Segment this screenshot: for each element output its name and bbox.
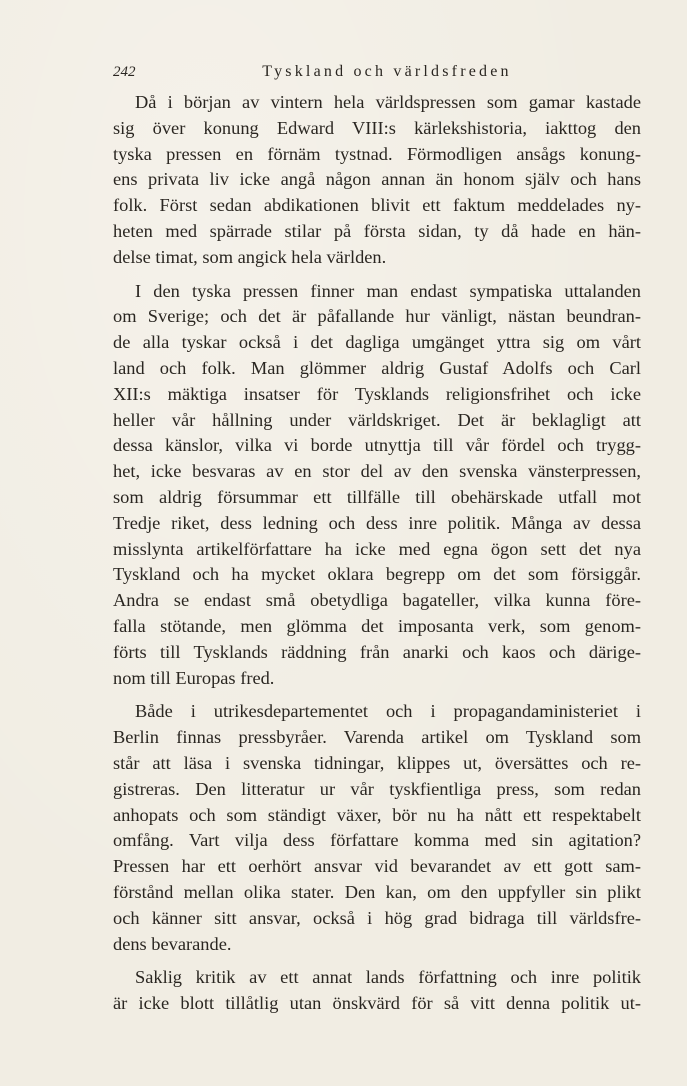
text-line: dessa känslor, vilka vi borde utnyttja till vår fördel och trygg- [113, 435, 641, 456]
text-line: förstånd mellan olika stater. Den kan, om den uppfyller sin plikt [113, 881, 641, 902]
paragraph [113, 279, 641, 692]
text-line: XII:s mäktiga insatser för Tysklands religionsfrihet och icke [113, 383, 641, 404]
text-line: het, icke besvaras av en stor del av den svenska vänsterpressen, [113, 461, 641, 482]
text-line: ens privata liv icke angå någon annan än honom själv och hans [113, 169, 641, 190]
text-line: Tyskland och ha mycket oklara begrepp om det som försiggår. [113, 564, 641, 585]
paragraph [113, 699, 641, 957]
text-line: sig över konung Edward VIII:s kärlekshistoria, iakttog den [113, 117, 641, 138]
text-line: är icke blott tillåtlig utan önskvärd för så vitt denna politik ut- [113, 993, 641, 1014]
text-line: nom till Europas fred. [113, 667, 275, 688]
text-line: gistreras. Den litteratur ur vår tyskfientliga press, som redan [113, 778, 641, 799]
text-line: misslynta artikelförfattare ha icke med egna ögon sett det nya [113, 538, 641, 559]
text-line: de alla tyskar också i det dagliga umgänget yttra sig om vårt [113, 332, 641, 353]
text-line: Saklig kritik av ett annat lands författning och inre politik [135, 967, 641, 988]
text-line: heten med spärrade stilar på första sidan, ty då hade en hän- [113, 220, 641, 241]
text-line: tyska pressen en förnäm tystnad. Förmodligen ansågs konung- [113, 143, 641, 164]
text-line: står att läsa i svenska tidningar, klippes ut, översättes och re- [113, 752, 641, 773]
running-head [113, 60, 641, 84]
running-title: Tyskland och världsfreden [262, 63, 512, 80]
text-line: som aldrig försummar ett tillfälle till obehärskade utfall mot [113, 486, 641, 507]
text-line: Då i början av vintern hela världspressen som gamar kastade [135, 92, 641, 112]
text-line: Både i utrikesdepartementet och i propagandaministeriet i [135, 701, 641, 722]
text-line: folk. Först sedan abdikationen blivit ett faktum meddelades ny- [113, 195, 641, 216]
text-line: och känner sitt ansvar, också i hög grad bidraga till världsfre- [113, 907, 641, 928]
text-line: förts till Tysklands räddning från anarki och kaos och därige- [113, 641, 641, 662]
text-line: Berlin finnas pressbyråer. Varenda artikel om Tyskland som [113, 727, 641, 748]
page-number: 242 [113, 64, 136, 80]
text-line: I den tyska pressen finner man endast sympatiska uttalanden [135, 280, 641, 301]
text-line: anhopats och som ständigt växer, bör nu ha nått ett respektabelt [113, 804, 641, 825]
text-line: dens bevarande. [113, 933, 232, 954]
text-line: Andra se endast små obetydliga bagateller, vilka kunna före- [113, 590, 641, 611]
text-line: land och folk. Man glömmer aldrig Gustaf Adolfs och Carl [113, 357, 641, 378]
text-line: falla stötande, men glömma det imposanta verk, som genom- [113, 615, 641, 636]
text-line: delse timat, som angick hela världen. [113, 246, 387, 267]
text-line: Tredje riket, dess ledning och dess inre politik. Många av dessa [113, 512, 641, 533]
paragraph [113, 965, 641, 1017]
text-line: Pressen har ett oerhört ansvar vid bevarandet av ett gott sam- [113, 856, 641, 877]
body-text [113, 90, 641, 1025]
paragraph [113, 90, 641, 271]
text-line: omfång. Vart vilja dess författare komma med sin agitation? [113, 830, 641, 851]
text-line: om Sverige; och det är påfallande hur vänligt, nästan beundran- [113, 306, 641, 327]
text-line: heller vår hållning under världskriget. Det är beklagligt att [113, 409, 641, 430]
